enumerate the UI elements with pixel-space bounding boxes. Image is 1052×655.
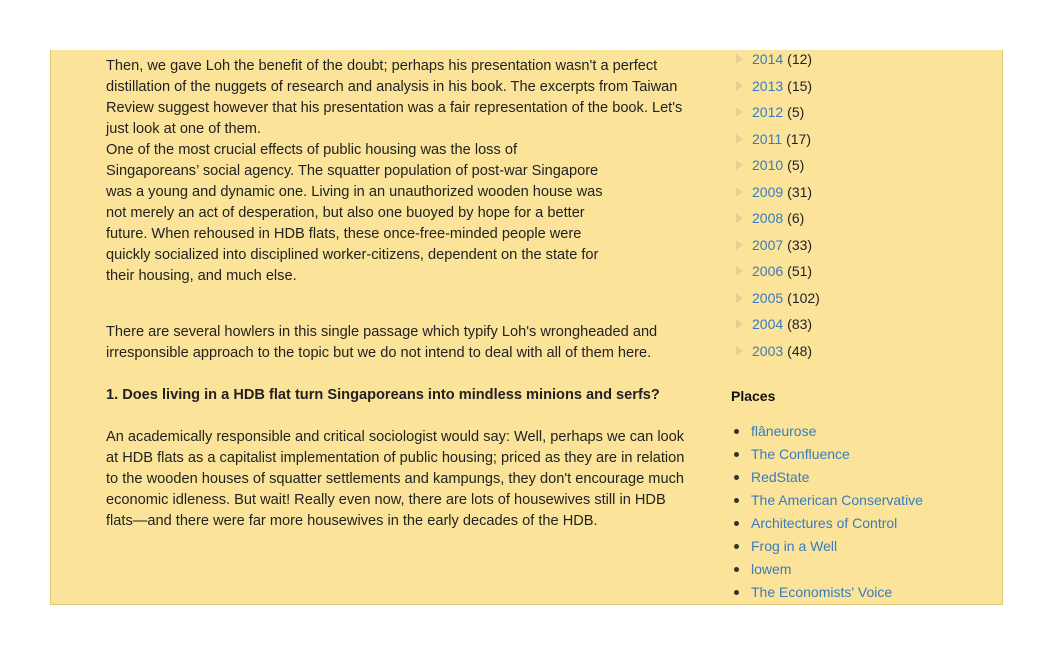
blog-page xyxy=(50,50,1003,605)
list-item xyxy=(731,512,991,535)
expand-triangle-icon[interactable] xyxy=(736,134,743,144)
post-paragraph: An academically responsible and critical sociologist would say: Well, perhaps we can look at HDB flats as a capitalist implementation of public housing; priced as they are in relation to the wooden houses of squatter settlements and kampungs, they don't encourage much economic idleness. But wait! Really even now, there are lots of housewives still in HDB flats—and there were far more housewives in the early decades of the HDB. xyxy=(106,429,685,529)
places-heading: Places xyxy=(731,388,776,404)
expand-triangle-icon[interactable] xyxy=(736,213,743,223)
list-item xyxy=(731,443,991,466)
archive-item xyxy=(736,205,986,232)
list-item xyxy=(731,558,991,581)
archive-count: (15) xyxy=(787,77,813,94)
archive-count: (6) xyxy=(787,210,805,227)
archive-count: (31) xyxy=(787,183,813,200)
post-body xyxy=(106,56,690,532)
archive-year-link[interactable]: 2013 xyxy=(752,77,784,94)
archive-item xyxy=(736,338,986,365)
archive-item xyxy=(736,126,986,153)
expand-triangle-icon[interactable] xyxy=(736,240,743,250)
list-item xyxy=(731,466,991,489)
archive-year-link[interactable]: 2005 xyxy=(752,289,784,306)
bullet-icon xyxy=(734,452,739,457)
bullet-icon xyxy=(734,544,739,549)
post-paragraph: There are several howlers in this single passage which typify Loh's wrongheaded and irresponsible approach to the topic but we do not intend to deal with all of them here. xyxy=(106,324,658,361)
list-item xyxy=(731,420,991,443)
list-item xyxy=(731,489,991,512)
bullet-icon xyxy=(734,521,739,526)
place-link[interactable]: Frog in a Well xyxy=(751,538,838,554)
list-item xyxy=(731,581,991,604)
blog-archive xyxy=(736,50,986,364)
archive-item xyxy=(736,99,986,126)
archive-item xyxy=(736,258,986,285)
places-list xyxy=(731,420,991,604)
archive-count: (48) xyxy=(787,342,813,359)
place-link[interactable]: lowem xyxy=(751,561,792,577)
place-link[interactable]: flâneurose xyxy=(751,423,817,439)
expand-triangle-icon[interactable] xyxy=(736,107,743,117)
expand-triangle-icon[interactable] xyxy=(736,319,743,329)
archive-year-link[interactable]: 2008 xyxy=(752,210,784,227)
post-paragraph: Then, we gave Loh the benefit of the doubt; perhaps his presentation wasn't a perfect distillation of the nuggets of research and analysis in his book. The excerpts from Taiwan Review suggest however that his presentation was a fair representation of the book. Let's just look at one of them. xyxy=(106,58,683,137)
list-item xyxy=(731,535,991,558)
section-heading: 1. Does living in a HDB flat turn Singaporeans into mindless minions and serfs? xyxy=(106,387,660,403)
archive-year-link[interactable]: 2010 xyxy=(752,157,784,174)
archive-year-link[interactable]: 2006 xyxy=(752,263,784,280)
archive-item xyxy=(736,152,986,179)
blockquote: One of the most crucial effects of public housing was the loss of Singaporeans’ social agency. The squatter population of post-war Singapore was a young and dynamic one. Living in an unauthorized wooden house was not merely an act of desperation, but also one buoyed by hope for a better future. When rehoused in HDB flats, these once-free-minded people were quickly socialized into disciplined worker-citizens, dependent on the state for their housing, and much else. xyxy=(106,142,603,284)
archive-count: (83) xyxy=(787,316,813,333)
archive-year-link[interactable]: 2007 xyxy=(752,236,784,253)
bullet-icon xyxy=(734,498,739,503)
archive-year-link[interactable]: 2014 xyxy=(752,51,784,68)
expand-triangle-icon[interactable] xyxy=(736,266,743,276)
bullet-icon xyxy=(734,475,739,480)
place-link[interactable]: The Confluence xyxy=(751,446,850,462)
bullet-icon xyxy=(734,567,739,572)
expand-triangle-icon[interactable] xyxy=(736,293,743,303)
archive-count: (51) xyxy=(787,263,813,280)
place-link[interactable]: The Economists' Voice xyxy=(751,584,893,600)
expand-triangle-icon[interactable] xyxy=(736,187,743,197)
archive-year-link[interactable]: 2012 xyxy=(752,104,784,121)
archive-year-link[interactable]: 2004 xyxy=(752,316,784,333)
archive-year-link[interactable]: 2011 xyxy=(752,130,783,147)
archive-item xyxy=(736,285,986,312)
archive-item xyxy=(736,311,986,338)
bullet-icon xyxy=(734,590,739,595)
archive-year-link[interactable]: 2003 xyxy=(752,342,784,359)
expand-triangle-icon[interactable] xyxy=(736,346,743,356)
expand-triangle-icon[interactable] xyxy=(736,54,743,64)
archive-year-link[interactable]: 2009 xyxy=(752,183,784,200)
place-link[interactable]: RedState xyxy=(751,469,810,485)
archive-item xyxy=(736,232,986,259)
archive-count: (102) xyxy=(787,289,820,306)
archive-item xyxy=(736,73,986,100)
expand-triangle-icon[interactable] xyxy=(736,81,743,91)
expand-triangle-icon[interactable] xyxy=(736,160,743,170)
archive-item xyxy=(736,50,986,73)
place-link[interactable]: The American Conservative xyxy=(751,492,923,508)
archive-count: (17) xyxy=(786,130,812,147)
place-link[interactable]: Architectures of Control xyxy=(751,515,898,531)
archive-item xyxy=(736,179,986,206)
archive-count: (12) xyxy=(787,51,813,68)
archive-count: (33) xyxy=(787,236,813,253)
archive-count: (5) xyxy=(787,157,805,174)
bullet-icon xyxy=(734,429,739,434)
archive-count: (5) xyxy=(787,104,805,121)
